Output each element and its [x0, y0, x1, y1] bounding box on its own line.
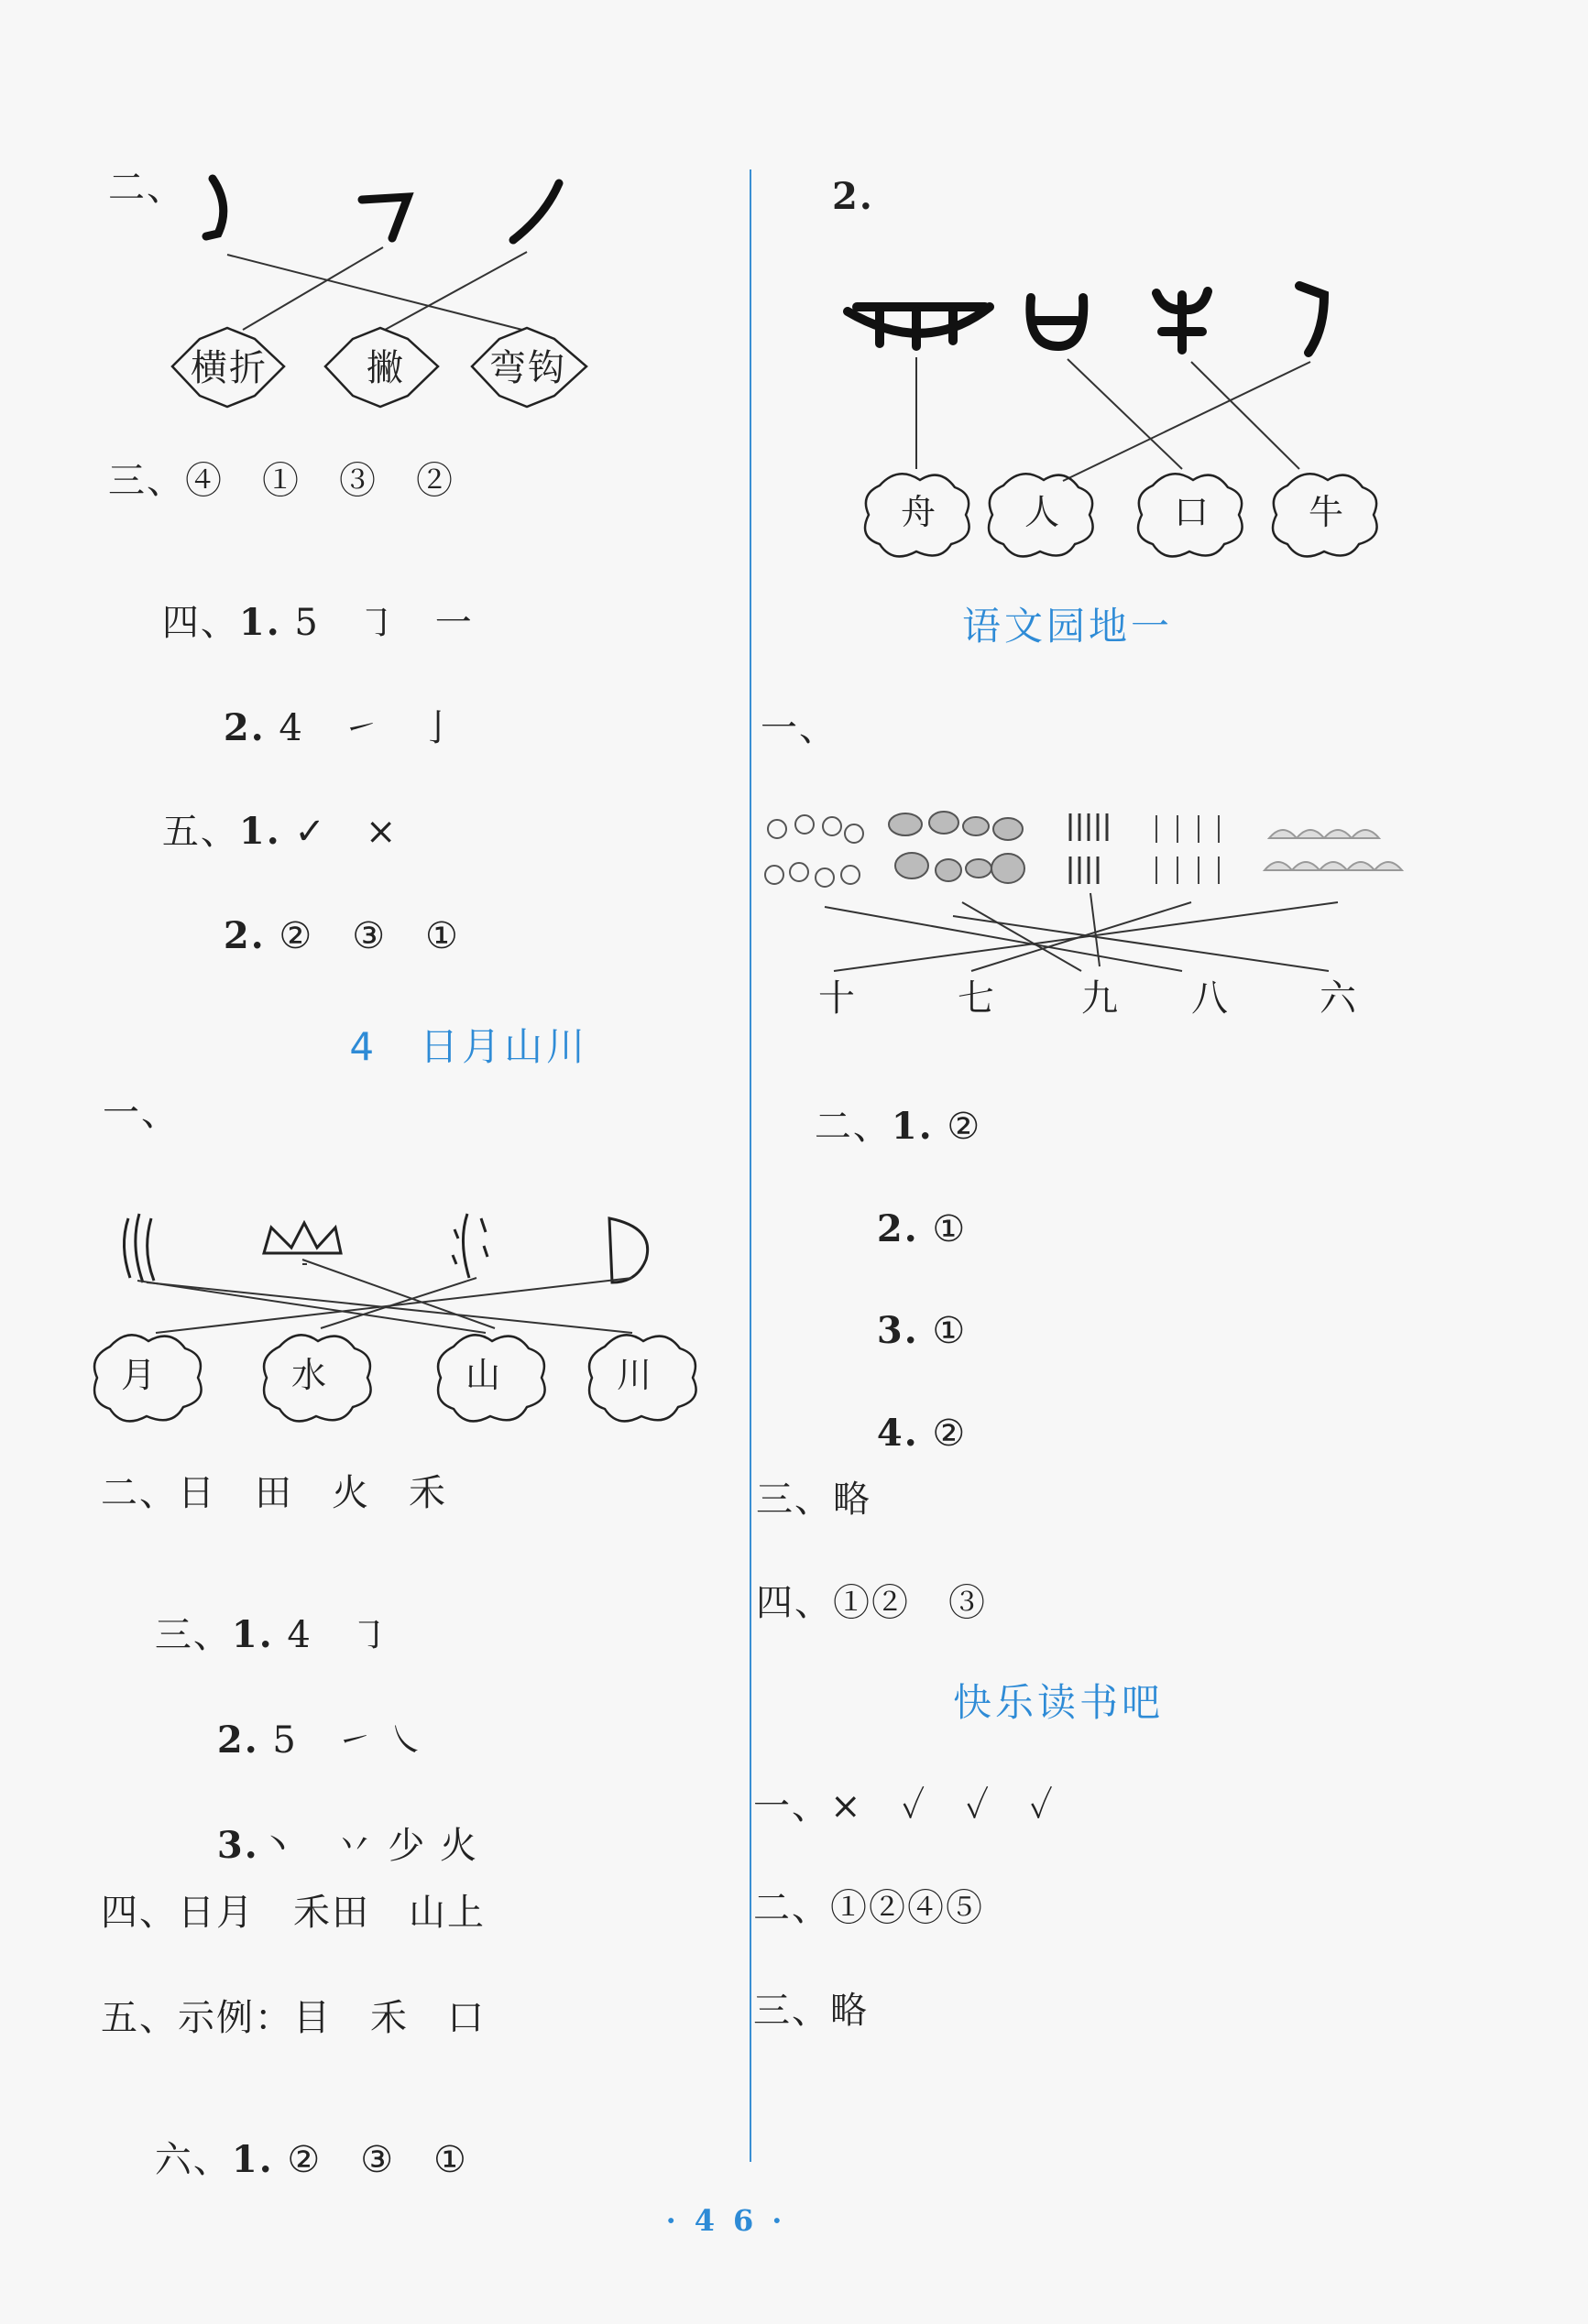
- answer-text: ①: [918, 1310, 968, 1352]
- pictograph-target-yue: 月: [121, 1355, 159, 1395]
- pencils-picture: [1070, 813, 1107, 884]
- flowers-picture: [765, 815, 863, 887]
- garden-section-4: 四、①② ③: [756, 1582, 987, 1624]
- reading-section-2: 二、①②④⑤: [753, 1887, 984, 1929]
- garden-heading: 语文园地一: [962, 604, 1174, 649]
- q-number: 1.: [238, 810, 281, 853]
- q-number: 1.: [891, 1105, 934, 1148]
- garden-section-1-prefix: 一、: [761, 707, 838, 749]
- section-2-prefix: 二、: [108, 167, 185, 209]
- pictograph-target-shui: 水: [291, 1355, 329, 1395]
- q-number: 1.: [231, 1613, 274, 1656]
- lesson-section-4: 四、日月 禾田 山上: [101, 1892, 486, 1934]
- answer-text: ②: [918, 1413, 968, 1455]
- reading-heading: 快乐读书吧: [953, 1680, 1165, 1725]
- q-number: 2.: [832, 175, 874, 218]
- q-number: 2.: [223, 706, 266, 749]
- stroke-label-heng-zhe: 横折: [191, 347, 268, 389]
- section-5-prefix: 五、: [161, 811, 239, 853]
- q-number: 4.: [876, 1412, 919, 1455]
- lesson-title: 日月山川: [420, 1024, 589, 1069]
- count-label-nine: 九: [1081, 977, 1120, 1020]
- lesson-section-5: 五、示例：目 禾 口: [101, 1997, 486, 2039]
- stroke-label-wan-gou: 弯钩: [489, 347, 566, 389]
- oracle-target-ren: 人: [1024, 492, 1062, 532]
- answer-text: ✓ ×: [280, 811, 399, 853]
- trees-picture: [889, 812, 1024, 883]
- count-label-eight: 八: [1191, 977, 1230, 1020]
- page-number-value: 46: [694, 2203, 772, 2238]
- lesson-section-2: 二、日 田 火 禾: [101, 1472, 447, 1514]
- pictograph-target-chuan: 川: [617, 1355, 654, 1395]
- q-number: 2.: [876, 1207, 919, 1250]
- lesson-section-1-prefix: 一、: [103, 1092, 180, 1134]
- garden-section-2-prefix: 二、: [814, 1106, 892, 1148]
- answer-text: 丶 丷 少 火: [258, 1825, 479, 1867]
- answer-text: ②: [933, 1106, 982, 1148]
- answer-text: 4 ㇆: [273, 1614, 389, 1656]
- count-label-seven: 七: [958, 977, 996, 1020]
- count-label-six: 六: [1320, 977, 1358, 1020]
- q-number: 3.: [876, 1309, 919, 1352]
- small-flowers-picture: [1156, 815, 1219, 884]
- count-label-ten: 十: [818, 977, 857, 1020]
- oracle-target-zhou: 舟: [901, 492, 938, 532]
- lesson-section-3-prefix: 三、: [154, 1614, 232, 1656]
- q-number: 2.: [216, 1718, 259, 1762]
- q-number: 1.: [238, 601, 281, 644]
- answer-text: 4 ㇀ 亅: [265, 707, 458, 749]
- oracle-target-niu: 牛: [1309, 492, 1346, 532]
- q-number: 1.: [231, 2138, 274, 2181]
- section-4-prefix: 四、: [161, 602, 239, 644]
- answer-text: ①: [918, 1208, 968, 1250]
- q-number: 2.: [223, 914, 266, 957]
- umbrellas-picture: [1265, 830, 1402, 870]
- page-number: ·46·: [665, 2203, 801, 2238]
- answer-text: ② ③ ①: [265, 915, 460, 957]
- answer-text: 5 ㇀ ㇏: [258, 1719, 427, 1762]
- pictograph-target-shan: 山: [465, 1355, 503, 1395]
- reading-section-3: 三、略: [753, 1990, 869, 2032]
- q-number: 3.: [216, 1824, 259, 1867]
- garden-section-3: 三、略: [756, 1478, 871, 1521]
- oracle-target-kou: 口: [1174, 492, 1211, 532]
- lesson-section-6-prefix: 六、: [154, 2139, 232, 2181]
- answer-text: ② ③ ①: [273, 2139, 468, 2181]
- lesson-number: 4: [349, 1024, 378, 1069]
- stroke-label-pie: 撇: [367, 347, 405, 389]
- reading-section-1: 一、× ✓ ✓ ✓: [753, 1785, 1055, 1828]
- section-3-answers: 三、④ ① ③ ②: [108, 460, 454, 502]
- answer-text: 5 ㇆ 一: [280, 602, 474, 644]
